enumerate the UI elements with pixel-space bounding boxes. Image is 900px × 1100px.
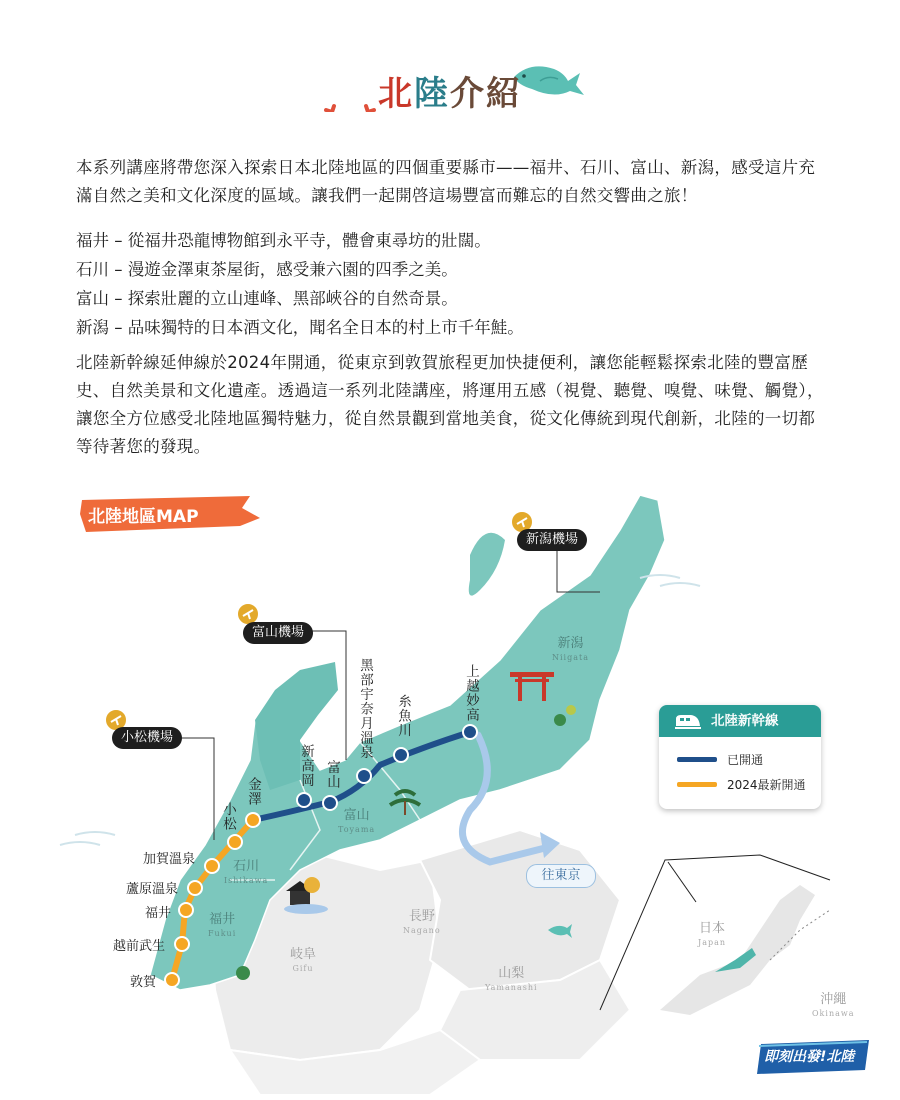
- highlight-item: 石川 – 漫遊金澤東茶屋街，感受兼六園的四季之美。: [76, 260, 458, 279]
- train-icon: [675, 713, 701, 729]
- pref-label-yamanashi: 山梨 Yamanashi: [485, 966, 538, 992]
- station-label-kanazawa: 金澤: [245, 777, 261, 806]
- station-label-echizen: 越前武生: [113, 939, 166, 954]
- page-title: 北陸介紹: [378, 74, 522, 114]
- crab-icon: [325, 106, 375, 112]
- station-label-awara: 蘆原溫泉: [126, 882, 179, 897]
- inset-label-japan: 日本 Japan: [698, 921, 727, 947]
- highlights-list: [76, 226, 828, 342]
- pref-label-gifu: 岐阜 Gifu: [290, 947, 317, 973]
- legend-new-swatch: [677, 782, 717, 787]
- station-label-itoigawa: 糸魚川: [395, 694, 411, 738]
- pref-label-ishikawa: 石川 Ishikawa: [224, 859, 269, 885]
- legend-title: 北陸新幹線: [659, 705, 821, 737]
- station-label-joetsu: 上越妙高: [463, 664, 479, 722]
- station-label-kurobe: 黑部宇奈月溫泉: [357, 658, 373, 760]
- legend-opened-swatch: [677, 757, 717, 762]
- station-label-kaga: 加賀溫泉: [143, 852, 196, 867]
- station-label-tsuruga: 敦賀: [130, 975, 157, 990]
- tree-icon: [304, 877, 320, 893]
- intro-paragraph: 本系列講座將帶您深入探索日本北陸地區的四個重要縣市——福井、石川、富山、新潟，感受這片充滿自然之美和文化深度的區域。讓我們一起開啓這場豐富而難忘的自然交響曲之旅！: [76, 158, 816, 205]
- map-legend: [659, 705, 821, 809]
- legend-opened-label: 已開通: [727, 753, 764, 767]
- tree-icon: [236, 966, 250, 980]
- to-tokyo-label: 往東京: [526, 864, 596, 888]
- badge-label: 即刻出發!北陸: [764, 1049, 855, 1065]
- fish-icon: [514, 66, 584, 95]
- niigata-airport-label: 新潟機場: [517, 529, 587, 551]
- station-label-shintakaoka: 新高岡: [298, 744, 314, 788]
- inset-label-okinawa: 沖繩 Okinawa: [812, 992, 855, 1018]
- sado-island: [469, 533, 505, 596]
- shinkansen-paragraph: 北陸新幹線延伸線於2024年開通，從東京到敦賀旅程更加快捷便利，讓您能輕鬆探索北陸的豐富歷史、自然美景和文化遺產。透過這一系列北陸講座，將運用五感（視覺、聽覺、嗅覺、味覺、觸覺），讓您全方位感受北陸地區獨特魅力，從自然景觀到當地美食，從文化傳統到現代創新，北陸的一切都等待著您的發現。: [76, 353, 824, 456]
- highlight-item: 新潟 – 品味獨特的日本酒文化，聞名全日本的村上市千年鮭。: [76, 318, 524, 337]
- komatsu-airport-label: 小松機場: [112, 727, 182, 749]
- highlight-item: 福井 – 從福井恐龍博物館到永平寺，體會東尋坊的壯闊。: [76, 231, 491, 250]
- highlight-item: 富山 – 探索壯麗的立山連峰、黑部峽谷的自然奇景。: [76, 289, 458, 308]
- station-label-toyama: 富山: [324, 760, 340, 789]
- pref-label-toyama: 富山 Toyama: [338, 808, 376, 834]
- pref-label-fukui: 福井 Fukui: [208, 912, 237, 938]
- pref-label-niigata: 新潟 Niigata: [552, 636, 589, 662]
- legend-new-label: 2024最新開通: [727, 778, 806, 792]
- pref-label-nagano: 長野 Nagano: [403, 909, 441, 935]
- station-label-komatsu: 小松: [220, 802, 236, 831]
- title-area: [0, 60, 900, 130]
- station-label-fukui: 福井: [145, 906, 172, 921]
- map-banner-label: 北陸地區MAP: [88, 507, 199, 527]
- toyama-airport-label: 富山機場: [243, 622, 313, 644]
